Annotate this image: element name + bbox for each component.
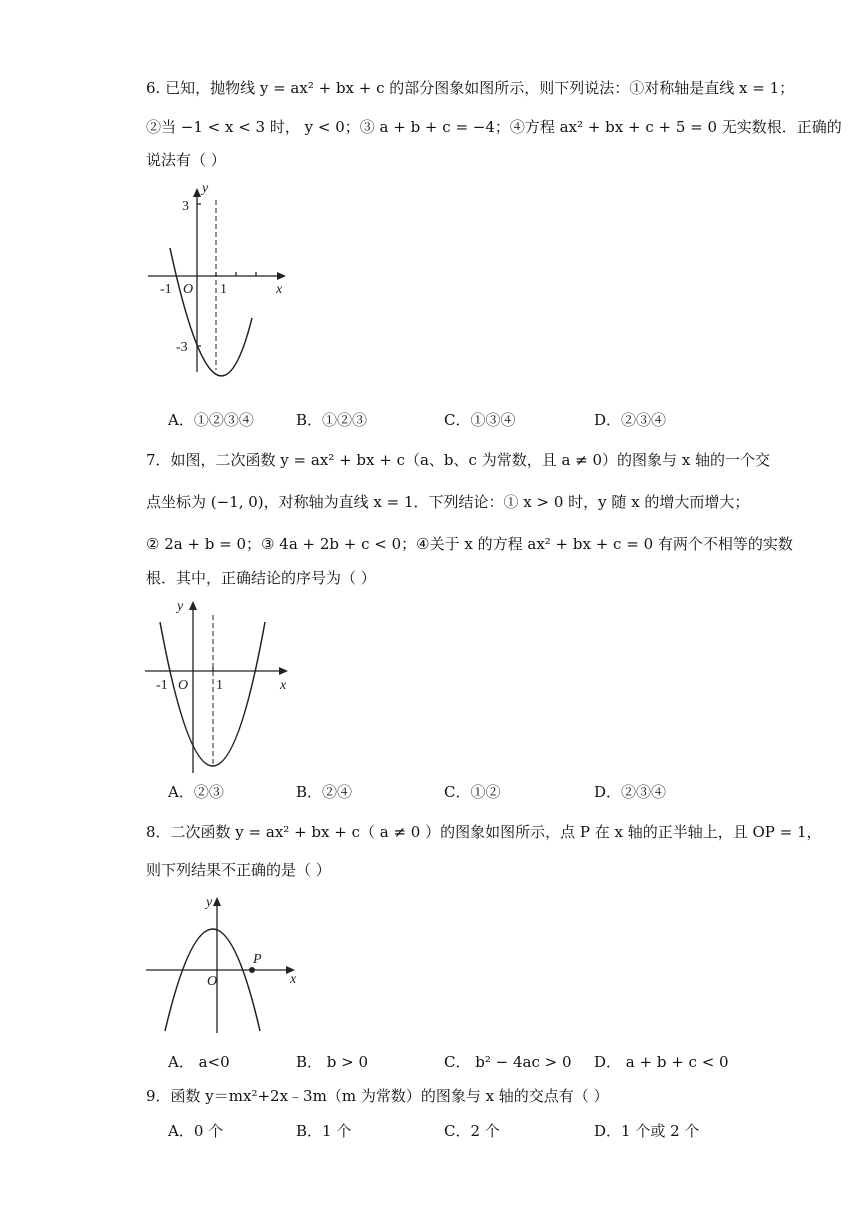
q7-tick-label-1: 1 bbox=[216, 678, 223, 693]
q8-option-b[interactable]: B． b > 0 bbox=[296, 1053, 369, 1071]
q9-option-b[interactable]: B．1 个 bbox=[296, 1122, 352, 1140]
q6-x-label: x bbox=[276, 282, 283, 297]
q7-option-b[interactable]: B．②④ bbox=[296, 783, 353, 801]
q8-x-label: x bbox=[290, 972, 297, 987]
q8-stem-line2: 则下列结果不正确的是（ ） bbox=[146, 861, 331, 879]
q6-parabola-figure bbox=[140, 180, 300, 380]
q8-origin-label: O bbox=[207, 974, 218, 989]
q9-option-a[interactable]: A．0 个 bbox=[168, 1122, 224, 1140]
q6-stem-line3: 说法有（ ） bbox=[146, 151, 226, 169]
q8-option-a[interactable]: A． a<0 bbox=[168, 1053, 230, 1071]
q7-stem-line1: 7．如图，二次函数 y = ax² + bx + c（a、b、c 为常数，且 a ≠ 0）的图象与 x 轴的一个交 bbox=[146, 451, 771, 469]
q6-tick-label-neg1: -1 bbox=[160, 282, 172, 297]
q6-option-d[interactable]: D．②③④ bbox=[594, 411, 667, 429]
q8-option-d[interactable]: D． a + b + c < 0 bbox=[594, 1053, 729, 1071]
q6-parabola-curve bbox=[170, 248, 252, 376]
q6-option-b[interactable]: B．①②③ bbox=[296, 411, 368, 429]
q7-y-arrow-icon bbox=[189, 601, 197, 610]
q7-parabola-figure bbox=[140, 595, 300, 780]
q8-point-p-label: P bbox=[253, 952, 262, 967]
q6-tick-label-neg3: -3 bbox=[176, 340, 188, 355]
q8-parabola-figure bbox=[140, 893, 310, 1038]
q6-origin-label: O bbox=[183, 282, 194, 297]
q7-x-arrow-icon bbox=[279, 667, 288, 675]
q6-tick-label-3: 3 bbox=[182, 199, 189, 214]
q8-option-c[interactable]: C． b² − 4ac > 0 bbox=[444, 1053, 572, 1071]
q6-tick-label-1: 1 bbox=[220, 282, 227, 297]
q6-stem-line1: 6. 已知，抛物线 y = ax² + bx + c 的部分图象如图所示，则下列说法：①对称轴是直线 x = 1； bbox=[146, 79, 795, 97]
q7-stem-line2: 点坐标为 (−1, 0)，对称轴为直线 x = 1．下列结论：① x > 0 时，y 随 x 的增大而增大； bbox=[146, 493, 750, 511]
q6-y-label: y bbox=[202, 181, 209, 196]
q7-tick-label-neg1: -1 bbox=[156, 678, 168, 693]
q6-x-arrow-icon bbox=[277, 272, 286, 280]
q7-option-d[interactable]: D．②③④ bbox=[594, 783, 667, 801]
q6-y-arrow-icon bbox=[193, 188, 201, 197]
q8-y-arrow-icon bbox=[213, 897, 221, 906]
q7-option-c[interactable]: C．①② bbox=[444, 783, 501, 801]
q6-stem-line2: ②当 −1 < x < 3 时， y < 0；③ a + b + c = −4；④方程 ax² + bx + c + 5 = 0 无实数根．正确的 bbox=[146, 118, 842, 136]
q9-option-c[interactable]: C．2 个 bbox=[444, 1122, 500, 1140]
q9-stem-line1: 9．函数 y＝mx²+2x﹣3m（m 为常数）的图象与 x 轴的交点有（ ） bbox=[146, 1087, 609, 1105]
q8-y-label: y bbox=[206, 895, 213, 910]
q8-stem-line1: 8．二次函数 y = ax² + bx + c（ a ≠ 0 ）的图象如图所示，点 P 在 x 轴的正半轴上，且 OP = 1， bbox=[146, 823, 822, 841]
q7-origin-label: O bbox=[178, 678, 189, 693]
q6-option-a[interactable]: A．①②③④ bbox=[168, 411, 254, 429]
q7-y-label: y bbox=[177, 599, 184, 614]
q9-option-d[interactable]: D．1 个或 2 个 bbox=[594, 1122, 700, 1140]
q6-option-c[interactable]: C．①③④ bbox=[444, 411, 516, 429]
q7-x-label: x bbox=[280, 678, 287, 693]
q7-option-a[interactable]: A．②③ bbox=[168, 783, 224, 801]
q7-stem-line3: ② 2a + b = 0；③ 4a + 2b + c < 0；④关于 x 的方程 ax² + bx + c = 0 有两个不相等的实数 bbox=[146, 535, 793, 553]
q7-stem-line4: 根．其中，正确结论的序号为（ ） bbox=[146, 569, 376, 587]
q8-point-p bbox=[249, 967, 255, 973]
